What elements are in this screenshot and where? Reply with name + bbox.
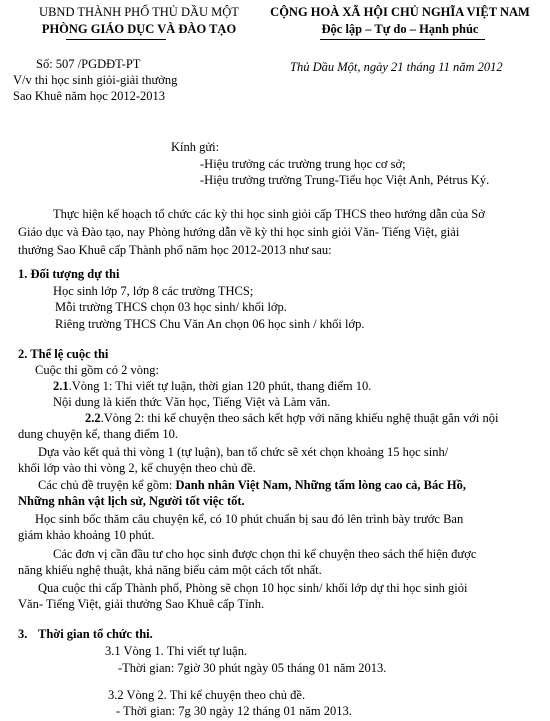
- recipient-item: -Hiệu trưởng các trường trung học cơ sở;: [200, 157, 406, 171]
- round-2-schedule-title: 3.2 Vòng 2. Thi kể chuyện theo chủ đề.: [108, 688, 306, 702]
- department-name: PHÒNG GIÁO DỤC VÀ ĐÀO TẠO: [41, 22, 237, 36]
- national-motto: Độc lập – Tự do – Hạnh phúc: [321, 22, 479, 36]
- section-2-line: Dựa vào kết quả thi vòng 1 (tự luận), ban tổ chức sẽ xét chọn khoảng 15 học sinh/: [38, 445, 449, 459]
- section-2-line: Qua cuộc thi cấp Thành phố, Phòng sẽ chọn 10 học sinh/ khối lớp dự thi học sinh giỏi: [38, 581, 468, 595]
- intro-line: Giáo dục và Đào tạo, nay Phòng hướng dẫn về kỳ thi học sinh giỏi Văn- Tiếng Việt, giải: [18, 225, 460, 239]
- agency-header: [8, 4, 270, 38]
- section-2-line: Văn- Tiếng Việt, giải thưởng Sao Khuê cấp Tỉnh.: [18, 597, 265, 611]
- intro-line: Thực hiện kế hoạch tổ chức các kỳ thi học sinh giỏi cấp THCS theo hướng dẫn của Sở: [53, 207, 485, 221]
- recipient-item: -Hiệu trưởng trường Trung-Tiểu học Việt Anh, Pétrus Ký.: [200, 173, 490, 187]
- round-2-number: 2.2: [85, 411, 101, 425]
- round-1-number: 2.1: [53, 379, 69, 393]
- topics-line: [38, 477, 466, 493]
- national-header: [245, 4, 550, 38]
- topics-prefix: Các chủ đề truyện kể gồm:: [38, 478, 176, 492]
- topics-list-continued: Những nhân vật lịch sử, Người tốt việc tốt.: [18, 494, 245, 508]
- subject-line-1: V/v thi học sinh giỏi-giải thưởng: [13, 73, 178, 87]
- recipients-label: Kính gửi:: [171, 140, 220, 154]
- document-number: Số: 507 /PGDĐT-PT: [36, 57, 141, 71]
- subject-line-2: Sao Khuê năm học 2012-2013: [13, 89, 166, 103]
- country-name: CỘNG HOÀ XÃ HỘI CHỦ NGHĨA VIỆT NAM: [270, 5, 530, 19]
- round-2-schedule-time: - Thời gian: 7g 30 ngày 12 tháng 01 năm 2013.: [116, 704, 352, 718]
- place-and-date: Thủ Dầu Một, ngày 21 tháng 11 năm 2012: [290, 60, 503, 74]
- round-2-continuation: dung chuyện kể, thang điểm 10.: [18, 427, 179, 441]
- section-2-line: giám khảo khoảng 10 phút.: [18, 528, 155, 542]
- round-1-schedule-time: -Thời gian: 7giờ 30 phút ngày 05 tháng 01 năm 2013.: [118, 661, 387, 675]
- section-2-line: Học sinh bốc thăm câu chuyện kể, có 10 phút chuẩn bị sau đó lên trình bày trước Ban: [35, 512, 464, 526]
- section-1-heading: 1. Đối tượng dự thi: [18, 267, 120, 281]
- round-1-line: [53, 378, 371, 394]
- section-2-line: năng khiếu nghệ thuật, khả năng biểu cảm một cách tốt nhất.: [18, 563, 322, 577]
- section-2-line: khối lớp vào thi vòng 2, kể chuyện theo chủ đề.: [18, 461, 256, 475]
- section-1-line: Học sinh lớp 7, lớp 8 các trường THCS;: [53, 284, 254, 298]
- round-2-text: .Vòng 2: thi kể chuyện theo sách kết hợp với năng khiếu nghệ thuật gắn với nội: [100, 411, 499, 425]
- section-2-line: Các đơn vị cần đầu tư cho học sinh được chọn thi kể chuyện theo sách thể hiện được: [53, 547, 477, 561]
- topics-list: Danh nhân Việt Nam, Những tấm lòng cao cả, Bác Hồ,: [175, 478, 466, 492]
- section-1-line: Riêng trường THCS Chu Văn An chọn 06 học sinh / khối lớp.: [55, 317, 365, 331]
- section-2-heading: 2. Thể lệ cuộc thi: [18, 347, 109, 361]
- section-2-line: Cuộc thi gồm có 2 vòng:: [35, 363, 159, 377]
- intro-line: thưởng Sao Khuê cấp Thành phố năm học 2012-2013 như sau:: [18, 243, 332, 257]
- round-1-detail: Nội dung là kiến thức Văn học, Tiếng Việt và Làm văn.: [53, 395, 331, 409]
- round-2-line: [85, 410, 499, 426]
- section-3-heading: Thời gian tổ chức thi.: [38, 627, 153, 641]
- round-1-text: .Vòng 1: Thi viết tự luận, thời gian 120 phút, thang điểm 10.: [68, 379, 372, 393]
- motto-underline: [320, 39, 485, 40]
- round-1-schedule-title: 3.1 Vòng 1. Thi viết tự luận.: [105, 644, 248, 658]
- section-3-number: 3.: [18, 627, 28, 641]
- agency-name: UBND THÀNH PHỐ THỦ DẦU MỘT: [39, 5, 239, 19]
- section-1-line: Mỗi trường THCS chọn 03 học sinh/ khối lớp.: [55, 300, 287, 314]
- agency-underline: [66, 39, 166, 40]
